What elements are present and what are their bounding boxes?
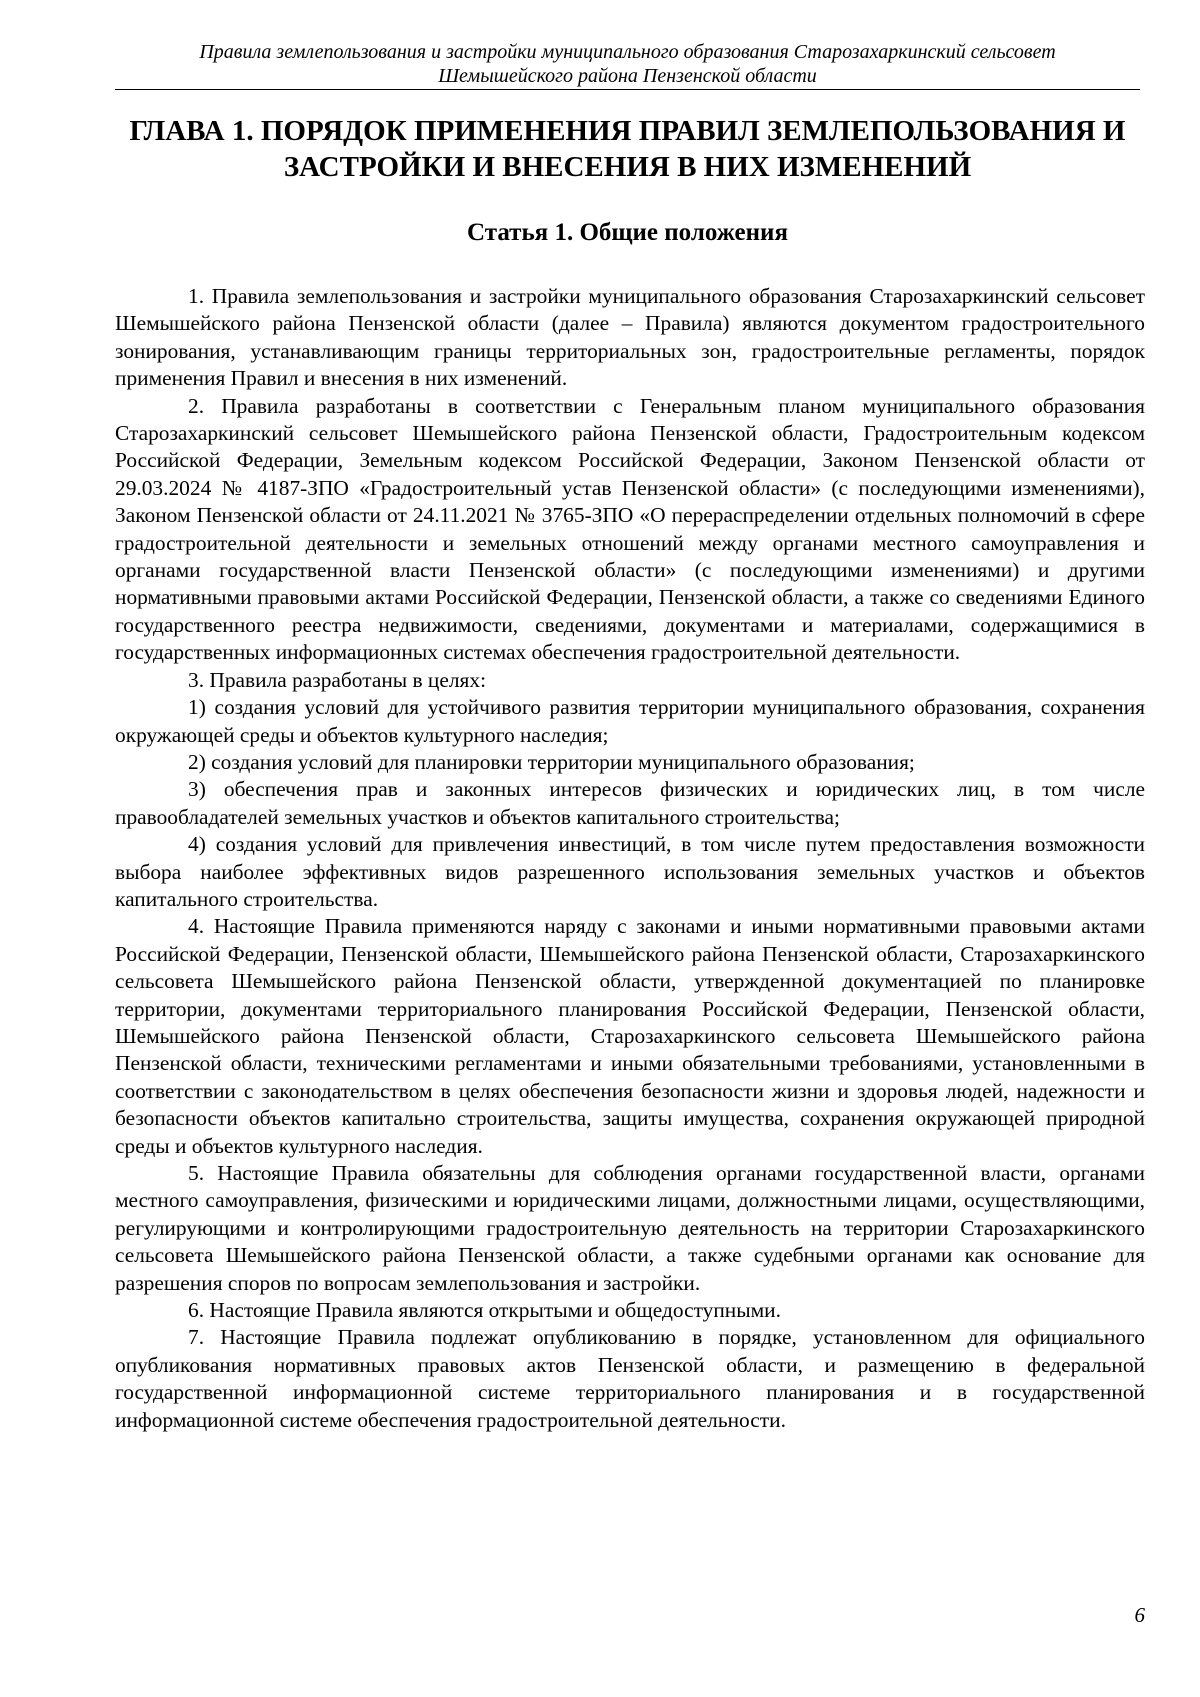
running-header <box>115 40 1140 88</box>
running-header-line-1: Правила землепользования и застройки муниципального образования Старозахаркинский сельсовет <box>199 41 1056 63</box>
header-divider <box>115 89 1140 90</box>
page-number: 6 <box>1134 1603 1145 1627</box>
paragraph: 4. Настоящие Правила применяются наряду с законами и иными нормативными правовыми актами Российской Федерации, Пензенской области, Шемышейского района Пензенской области, Старозахаркинского сельсовета Шемышейского района Пензенской области, утвержденной документацией по планировке территории, документами территориального планирования Российской Федерации, Пензенской области, Шемышейского района Пензенской области, Старозахаркинского сельсовета Шемышейского района Пензенской области, техническими регламентами и иными обязательными требованиями, установленными в соответствии с законодательством в целях обеспечения безопасности жизни и здоровья людей, надежности и безопасности объектов капитально строительства, защиты имущества, сохранения окружающей природной среды и объектов культурного наследия. <box>115 914 1145 1158</box>
paragraph: 2) создания условий для планировки территории муниципального образования; <box>188 749 915 774</box>
article-body <box>115 283 1145 1434</box>
paragraph: 5. Настоящие Правила обязательны для соблюдения органами государственной власти, органами местного самоуправления, физическими и юридическими лицами, должностными лицами, осуществляющими, регулирующими и контролирующими градостроительную деятельность на территории Старозахаркинского сельсовета Шемышейского района Пензенской области, а также судебными органами как основание для разрешения споров по вопросам землепользования и застройки. <box>115 1161 1145 1295</box>
paragraph: 7. Настоящие Правила подлежат опубликованию в порядке, установленном для официального опубликования нормативных правовых актов Пензенской области, и размещению в федеральной государственной информационной системе территориального планирования и в государственной информационной системе обеспечения градостроительной деятельности. <box>115 1325 1145 1432</box>
running-header-line-2: Шемышейского района Пензенской области <box>438 65 817 87</box>
paragraph: 1. Правила землепользования и застройки муниципального образования Старозахаркинский сельсовет Шемышейского района Пензенской области (далее – Правила) являются документом градостроительного зонирования, устанавливающим границы территориальных зон, градостроительные регламенты, порядок применения Правил и внесения в них изменений. <box>115 284 1145 391</box>
paragraph: 4) создания условий для привлечения инвестиций, в том числе путем предоставления возможности выбора наиболее эффективных видов разрешенного использования земельных участков и объектов капитального строительства. <box>115 832 1145 911</box>
paragraph: 6. Настоящие Правила являются открытыми и общедоступными. <box>188 1298 781 1323</box>
paragraph: 1) создания условий для устойчивого развития территории муниципального образования, сохранения окружающей среды и объектов культурного наследия; <box>115 695 1145 747</box>
paragraph: 3) обеспечения прав и законных интересов физических и юридических лиц, в том числе правообладателей земельных участков и объектов капитального строительства; <box>115 777 1145 829</box>
chapter-title: ГЛАВА 1. ПОРЯДОК ПРИМЕНЕНИЯ ПРАВИЛ ЗЕМЛЕПОЛЬЗОВАНИЯ И ЗАСТРОЙКИ И ВНЕСЕНИЯ В НИХ ИЗМЕНЕНИЙ <box>129 115 1126 183</box>
paragraph: 3. Правила разработаны в целях: <box>188 667 487 692</box>
paragraph: 2. Правила разработаны в соответствии с Генеральным планом муниципального образования Старозахаркинский сельсовет Шемышейского района Пензенской области, Градостроительным кодексом Российской Федерации, Земельным кодексом Российской Федерации, Законом Пензенской области от 29.03.2024 № 4187-ЗПО «Градостроительный устав Пензенской области» (с последующими изменениями), Законом Пензенской области от 24.11.2021 № 3765-ЗПО «О перераспределении отдельных полномочий в сфере градостроительной деятельности и земельных отношений между органами местного самоуправления и органами государственной власти Пензенской области» (с последующими изменениями) и другими нормативными правовыми актами Российской Федерации, Пензенской области, а также со сведениями Единого государственного реестра недвижимости, сведениями, документами и материалами, содержащимися в государственных информационных системах обеспечения градостроительной деятельности. <box>115 393 1145 665</box>
article-title: Статья 1. Общие положения <box>467 219 788 246</box>
